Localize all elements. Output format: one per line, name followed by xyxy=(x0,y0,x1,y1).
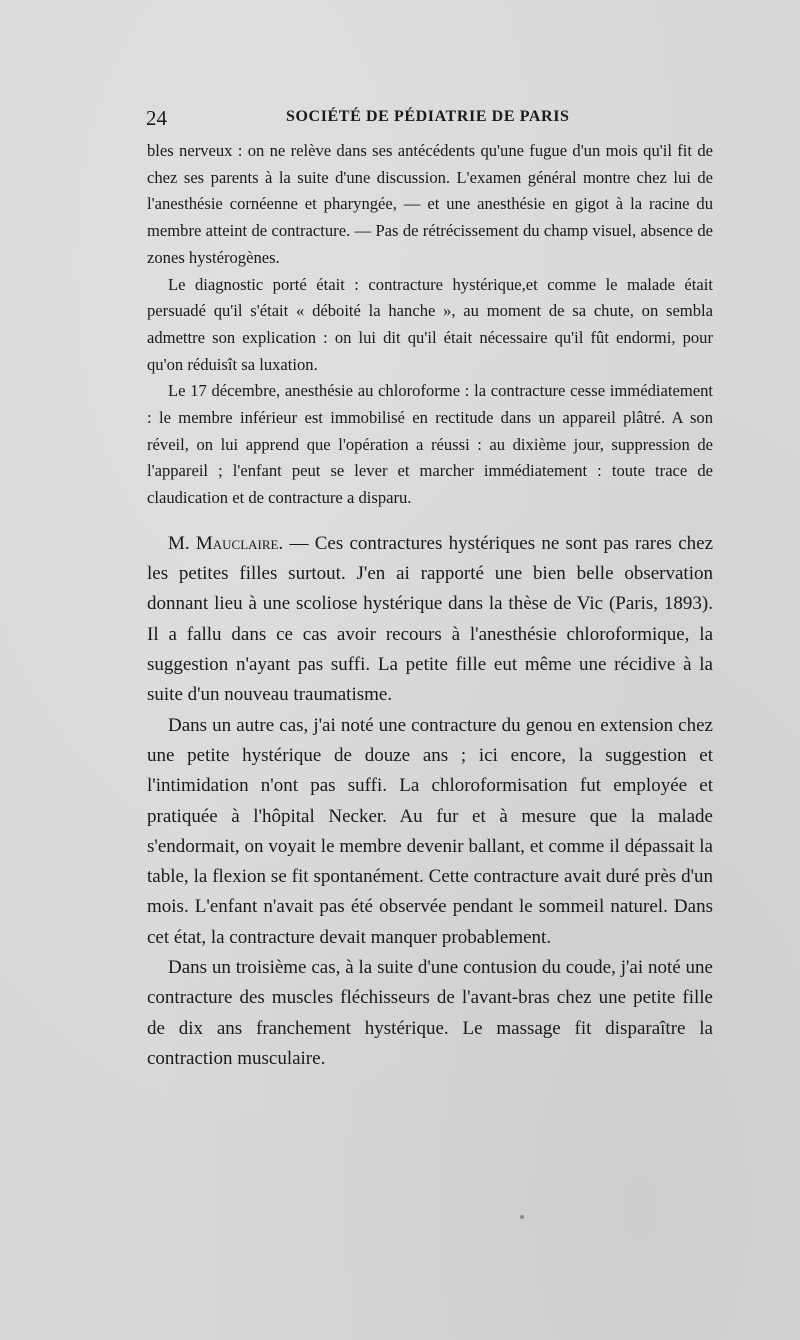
paragraph-mauclaire xyxy=(147,529,713,711)
paragraph-third-case: Dans un troisième cas, à la suite d'une contusion du coude, j'ai noté une contracture des muscles fléchisseurs de l'avant-bras chez une petite fille de dix ans franchement hystérique. Le massage fit disparaître la contraction musculaire. xyxy=(147,957,713,1069)
paragraph-treatment: Le 17 décembre, anesthésie au chloroforme : la contracture cesse immédiatement : le membre inférieur est immobilisé en rectitude dans un appareil plâtré. A son réveil, on lui apprend que l'opération a réussi : au dixième jour, suppression de l'appareil ; l'enfant peut se lever et marcher immédiatement : toute trace de claudication et de contracture a disparu. xyxy=(147,381,713,508)
paragraph-continuation: bles nerveux : on ne relève dans ses antécédents qu'une fugue d'un mois qu'il fit de chez ses parents à la suite d'une discussion. L'examen général montre chez lui de l'anesthésie cornéenne et pharyngée, — et une anesthésie en gigot à la racine du membre atteint de contracture. — Pas de rétrécissement du champ visuel, absence de zones hystérogènes. xyxy=(147,141,713,267)
speaker-name: M. Mauclaire. xyxy=(168,532,284,554)
page-number: 24 xyxy=(146,106,167,130)
paragraph-second-case: Dans un autre cas, j'ai noté une contracture du genou en extension chez une petite hystérique de douze ans ; ici encore, la suggestion et l'intimidation n'ont pas suffi. La chloroformisation fut employée et pratiquée à l'hôpital Necker. Au fur et à mesure que la malade s'endormait, on voyait le membre devenir ballant, et comme il dépassait la table, la flexion se fit spontanément. Cette contracture avait duré près d'un mois. L'enfant n'avait pas été observée pendant le sommeil naturel. Dans cet état, la contracture devait manquer probablement. xyxy=(147,714,713,948)
running-title: SOCIÉTÉ DE PÉDIATRIE DE PARIS xyxy=(286,108,570,125)
page-header xyxy=(146,106,716,128)
body-text xyxy=(147,138,713,1074)
section-gap xyxy=(147,512,713,529)
paragraph-diagnosis: Le diagnostic porté était : contracture hystérique,et comme le malade était persuadé qu'il s'était « déboité la hanche », au moment de sa chute, on sembla admettre son explication : on lui dit qu'il était nécessaire qu'il fût endormi, pour qu'on réduisît sa luxation. xyxy=(147,274,713,374)
page-speck xyxy=(520,1215,524,1219)
paragraph-mauclaire-text: — Ces contractures hystériques ne sont pas rares chez les petites filles surtout. J'en ai rapporté une bien belle observation donnant lieu à une scoliose hystérique dans la thèse de Vic (Paris, 1893). Il a fallu dans ce cas avoir recours à l'anesthésie chloroformique, la suggestion n'ayant pas suffi. La petite fille eut même une récidive à la suite d'un nouveau traumatisme. xyxy=(147,532,713,706)
